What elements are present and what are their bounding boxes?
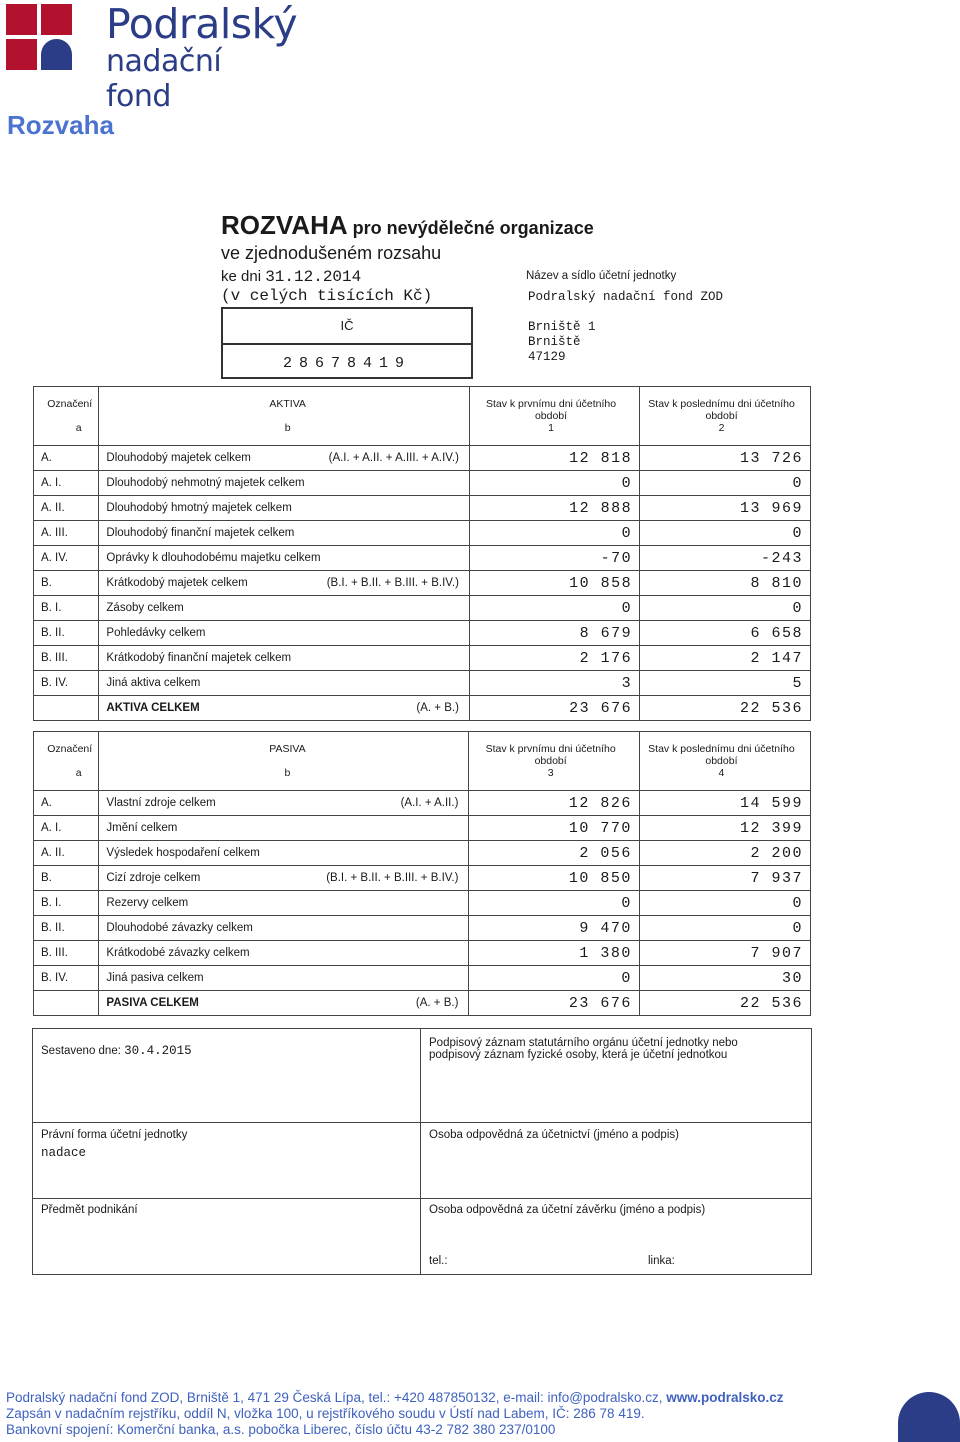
table-cell <box>34 696 99 721</box>
row-label-cell <box>99 671 470 696</box>
row-value-end: 2 147 <box>640 646 811 671</box>
row-value-start: 0 <box>469 521 639 546</box>
decorative-shape <box>898 1392 960 1442</box>
row-label-cell <box>99 546 470 571</box>
entity-label: Název a sídlo účetní jednotky <box>526 270 677 282</box>
signature-block <box>32 1028 812 1275</box>
row-value-start: 12 826 <box>469 791 639 816</box>
row-label: Pohledávky celkem <box>106 627 206 639</box>
tel-label: tel.: <box>429 1255 448 1267</box>
table-row <box>34 571 811 596</box>
row-label-cell <box>99 496 470 521</box>
ic-divider <box>223 343 471 345</box>
row-value-end: 6 658 <box>640 621 811 646</box>
row-code: B. I. <box>34 891 99 916</box>
signature-label: Podpisový záznam statutárního orgánu účetní jednotky nebo podpisový záznam fyzické osoby, která je účetní jednotkou <box>429 1037 738 1061</box>
pasiva-header-row <box>34 732 811 791</box>
footer-line: Zapsán v nadačním rejstříku, oddíl N, vložka 100, u rejstříkového soudu v Ústí nad Labem, IČ: 286 78 419. <box>6 1406 645 1421</box>
table-cell: 23 676 <box>469 696 639 721</box>
row-value-start: 2 176 <box>469 646 639 671</box>
legal-form-label: Právní forma účetní jednotky <box>41 1129 188 1141</box>
row-value-end: 0 <box>639 916 810 941</box>
compiled-date: Sestaveno dne: 30.4.2015 <box>41 1044 192 1058</box>
compiled-date-value: 30.4.2015 <box>124 1044 192 1058</box>
form-title <box>221 210 594 241</box>
row-label-cell <box>99 471 470 496</box>
row-value-start: 10 850 <box>469 866 639 891</box>
table-row <box>34 496 811 521</box>
row-label: Dlouhodobý majetek celkem <box>106 452 251 464</box>
header-cell: Stav k poslednímu dni účetního období 4 <box>639 732 810 791</box>
table-cell: AKTIVA CELKEM (A. + B.) <box>99 696 470 721</box>
table-row <box>34 941 811 966</box>
table-row <box>34 471 811 496</box>
aktiva-table <box>33 386 811 721</box>
row-value-end: 12 399 <box>639 816 810 841</box>
logo-text-line2: nadační fond <box>106 44 222 114</box>
form-date-value: 31.12.2014 <box>265 268 362 286</box>
row-formula: (A.I. + A.II.) <box>400 797 459 809</box>
row-value-start: 2 056 <box>469 841 639 866</box>
row-label: Jiná aktiva celkem <box>106 677 201 689</box>
ext-label: linka: <box>648 1255 675 1267</box>
header-cell: Stav k prvnímu dni účetního období 3 <box>469 732 639 791</box>
row-label-cell <box>99 596 470 621</box>
row-value-end: 8 810 <box>640 571 811 596</box>
table-cell: 22 536 <box>639 991 810 1016</box>
row-code: A. IV. <box>34 546 99 571</box>
logo-square <box>6 4 37 35</box>
form-title-main: ROZVAHA <box>221 210 348 240</box>
row-label-cell <box>99 866 469 891</box>
row-label: Dlouhodobý finanční majetek celkem <box>106 527 295 539</box>
row-label-cell <box>99 966 469 991</box>
row-label: Oprávky k dlouhodobému majetku celkem <box>106 552 321 564</box>
row-label: Krátkodobý majetek celkem <box>106 577 248 589</box>
table-row <box>34 816 811 841</box>
table-row <box>34 646 811 671</box>
row-value-end: 5 <box>640 671 811 696</box>
row-label-cell <box>99 816 469 841</box>
table-row <box>34 671 811 696</box>
row-label: Dlouhodobé závazky celkem <box>106 922 253 934</box>
header-cell: Označení a <box>34 387 99 446</box>
row-label: Vlastní zdroje celkem <box>106 797 216 809</box>
row-value-end: 14 599 <box>639 791 810 816</box>
entity-name: Podralský nadační fond ZOD <box>528 290 724 304</box>
footer-line: Podralský nadační fond ZOD, Brniště 1, 471 29 Česká Lípa, tel.: +420 487850132, e-mail: info@podralsko.cz, www.podralsko.cz <box>6 1390 784 1405</box>
row-value-end: 0 <box>640 521 811 546</box>
row-label-cell <box>99 891 469 916</box>
row-label: Dlouhodobý hmotný majetek celkem <box>106 502 292 514</box>
row-code: A. II. <box>34 841 99 866</box>
row-code: B. <box>34 866 99 891</box>
row-value-start: 10 858 <box>469 571 639 596</box>
row-code: A. I. <box>34 816 99 841</box>
row-label: Dlouhodobý nehmotný majetek celkem <box>106 477 305 489</box>
row-value-end: 13 726 <box>640 446 811 471</box>
row-code: A. <box>34 791 99 816</box>
row-value-start: 12 818 <box>469 446 639 471</box>
table-row <box>34 546 811 571</box>
pasiva-table <box>33 731 811 1016</box>
row-code: B. II. <box>34 621 99 646</box>
row-value-start: 8 679 <box>469 621 639 646</box>
table-cell: 22 536 <box>640 696 811 721</box>
row-value-end: -243 <box>640 546 811 571</box>
table-row <box>34 596 811 621</box>
table-row <box>34 621 811 646</box>
row-code: B. IV. <box>34 966 99 991</box>
row-value-start: 3 <box>469 671 639 696</box>
aktiva-header-row <box>34 387 811 446</box>
row-value-end: 13 969 <box>640 496 811 521</box>
row-value-start: 0 <box>469 471 639 496</box>
form-unit: (v celých tisících Kč) <box>221 287 433 305</box>
row-label: Výsledek hospodaření celkem <box>106 847 260 859</box>
row-value-start: 12 888 <box>469 496 639 521</box>
row-label-cell <box>99 521 470 546</box>
ic-value: 28678419 <box>282 355 411 372</box>
logo-square <box>6 39 37 70</box>
row-code: B. I. <box>34 596 99 621</box>
legal-form-value: nadace <box>41 1146 87 1160</box>
table-cell <box>34 991 99 1016</box>
table-row <box>34 521 811 546</box>
row-value-end: 0 <box>640 471 811 496</box>
row-code: B. III. <box>34 941 99 966</box>
row-code: A. I. <box>34 471 99 496</box>
row-value-start: 0 <box>469 891 639 916</box>
form-title-rest: pro nevýdělečné organizace <box>347 218 594 238</box>
row-code: A. III. <box>34 521 99 546</box>
page-title: Rozvaha <box>7 110 114 140</box>
divider <box>33 1198 811 1199</box>
row-label-cell <box>99 621 470 646</box>
row-value-start: 0 <box>469 596 639 621</box>
form-date-label: ke dni <box>221 268 266 285</box>
row-value-end: 2 200 <box>639 841 810 866</box>
row-value-end: 0 <box>639 891 810 916</box>
divider <box>33 1122 811 1123</box>
table-row <box>34 916 811 941</box>
row-label-cell <box>99 646 470 671</box>
ic-box <box>221 307 473 379</box>
entity-address-line: 47129 <box>528 350 566 364</box>
row-label-cell <box>99 941 469 966</box>
row-code: A. II. <box>34 496 99 521</box>
header-cell: AKTIVA b <box>99 387 470 446</box>
row-label: Krátkodobý finanční majetek celkem <box>106 652 292 664</box>
row-label: Jiná pasiva celkem <box>106 972 204 984</box>
row-label-cell <box>99 446 470 471</box>
row-formula: (B.I. + B.II. + B.III. + B.IV.) <box>326 577 459 589</box>
logo <box>6 0 298 114</box>
logo-square <box>41 39 72 70</box>
row-code: B. III. <box>34 646 99 671</box>
header-cell: Stav k poslednímu dni účetního období 2 <box>640 387 811 446</box>
header-cell: Označení a <box>34 732 99 791</box>
table-row <box>34 966 811 991</box>
ic-label: IČ <box>340 318 354 333</box>
row-label-cell <box>99 841 469 866</box>
row-formula: (A.I. + A.II. + A.III. + A.IV.) <box>328 452 459 464</box>
header-cell: PASIVA b <box>99 732 469 791</box>
entity-address-line: Brniště <box>528 335 581 349</box>
table-cell: PASIVA CELKEM (A. + B.) <box>99 991 469 1016</box>
row-value-end: 30 <box>639 966 810 991</box>
header-cell: Stav k prvnímu dni účetního období 1 <box>469 387 639 446</box>
row-label: Cizí zdroje celkem <box>106 872 201 884</box>
row-label-cell <box>99 791 469 816</box>
row-label-cell <box>99 916 469 941</box>
row-value-start: 10 770 <box>469 816 639 841</box>
row-value-start: 0 <box>469 966 639 991</box>
row-label: Krátkodobé závazky celkem <box>106 947 250 959</box>
form-subtitle: ve zjednodušeném rozsahu <box>221 243 442 263</box>
table-row <box>34 446 811 471</box>
pasiva-total-row <box>34 991 811 1016</box>
aktiva-total-row <box>34 696 811 721</box>
row-value-start: 9 470 <box>469 916 639 941</box>
row-code: B. IV. <box>34 671 99 696</box>
row-value-end: 0 <box>640 596 811 621</box>
row-label: Rezervy celkem <box>106 897 189 909</box>
row-value-end: 7 937 <box>639 866 810 891</box>
table-row <box>34 891 811 916</box>
footer-line: Bankovní spojení: Komerční banka, a.s. pobočka Liberec, číslo účtu 43-2 782 380 237/0100 <box>6 1422 556 1437</box>
website-link[interactable]: www.podralsko.cz <box>666 1390 784 1405</box>
row-value-start: -70 <box>469 546 639 571</box>
row-value-start: 1 380 <box>469 941 639 966</box>
entity-address-line: Brniště 1 <box>528 320 596 334</box>
row-formula: (B.I. + B.II. + B.III. + B.IV.) <box>326 872 459 884</box>
table-row <box>34 841 811 866</box>
form-date <box>221 268 361 286</box>
row-code: B. II. <box>34 916 99 941</box>
row-label: Zásoby celkem <box>106 602 184 614</box>
row-label: Jmění celkem <box>106 822 178 834</box>
table-row <box>34 866 811 891</box>
row-code: B. <box>34 571 99 596</box>
closing-person-label: Osoba odpovědná za účetní závěrku (jméno a podpis) <box>429 1204 706 1216</box>
business-label: Předmět podnikání <box>41 1204 138 1216</box>
logo-text-line1: Podralský <box>106 0 298 48</box>
logo-square <box>41 4 72 35</box>
accounting-person-label: Osoba odpovědná za účetnictví (jméno a podpis) <box>429 1129 679 1141</box>
row-value-end: 7 907 <box>639 941 810 966</box>
row-code: A. <box>34 446 99 471</box>
table-row <box>34 791 811 816</box>
table-cell: 23 676 <box>469 991 639 1016</box>
divider <box>420 1029 421 1274</box>
row-label-cell <box>99 571 470 596</box>
